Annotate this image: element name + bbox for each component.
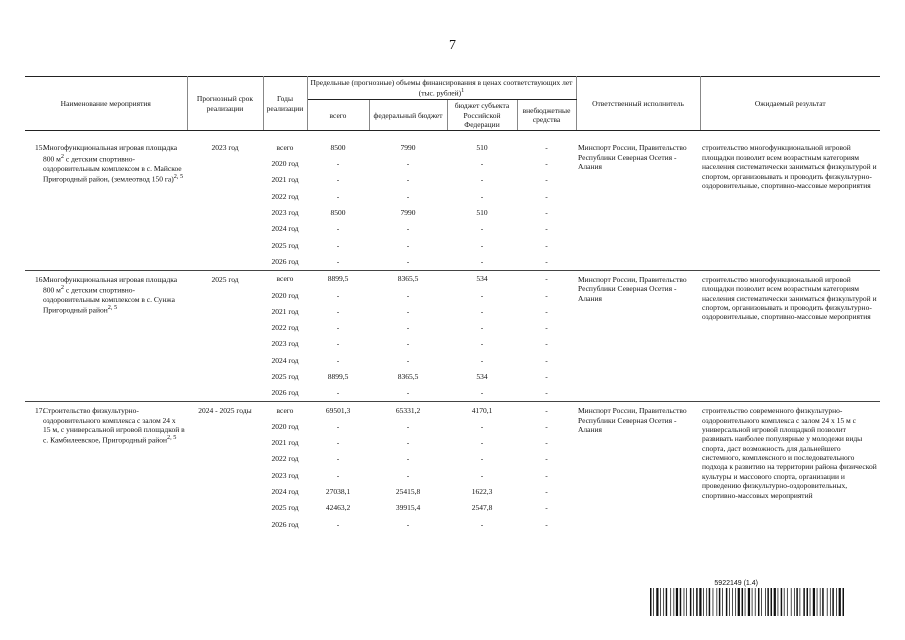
barcode-bar xyxy=(813,588,815,616)
federal-cell: 7990 xyxy=(400,208,416,218)
total-cell: - xyxy=(336,421,340,431)
total-cell: - xyxy=(336,438,340,448)
offbudget-cell: - xyxy=(545,438,548,448)
offbudget-cell: - xyxy=(545,306,548,316)
item-name: Строительство физкультурно-оздоровительного комплекса с залом 24 х 15 м, с универсальной игровой площадкой в с. Камбилеевское, Пригородный район$^{2, 5}$ xyxy=(43,406,185,445)
offbudget-cell: - xyxy=(545,240,548,250)
barcode-bar xyxy=(656,588,658,616)
year-cell: 2022 год xyxy=(271,191,299,201)
barcode-bar xyxy=(843,588,844,616)
barcode-bar xyxy=(650,588,651,616)
barcode-bar xyxy=(794,588,795,616)
offbudget-cell: - xyxy=(545,224,548,234)
federal-cell: 8365,5 xyxy=(397,371,419,381)
item-executor: Минспорт России, Правительство Республики Северная Осетия - Алания xyxy=(578,143,687,172)
regional-cell: - xyxy=(480,519,484,529)
header-federal: федеральный бюджет xyxy=(369,100,447,131)
year-cell: всего xyxy=(276,405,294,415)
barcode-bar xyxy=(670,588,671,616)
total-cell: 42463,2 xyxy=(325,503,351,513)
total-cell: - xyxy=(336,159,340,169)
item-term: 2025 год xyxy=(211,274,239,284)
year-cell: 2022 год xyxy=(271,454,299,464)
regional-cell: - xyxy=(480,306,484,316)
federal-cell: - xyxy=(406,240,410,250)
total-cell: 27038,1 xyxy=(325,487,351,497)
barcode-bar xyxy=(732,588,733,616)
item-result: строительство многофункциональной игровой площадки позволит всем возрастным категориям населения систематически заниматься физкультурой и спортом, организовывать и проводить физкультурно-оздоровительные, спортивно-массовые мероприятия xyxy=(702,274,877,322)
year-cell: 2022 год xyxy=(271,323,299,333)
regional-cell: - xyxy=(480,339,484,349)
item-number: 16. xyxy=(35,274,45,284)
barcode-bar xyxy=(666,588,667,616)
item-result: строительство многофункциональной игровой площадки позволит всем возрастным категориям населения систематически заниматься физкультурой и спортом, организовывать и проводить физкультурно-оздоровительные, спортивно-массовые мероприятия xyxy=(702,143,877,190)
total-cell: 8899,5 xyxy=(327,274,349,284)
regional-cell: - xyxy=(480,256,484,266)
total-cell: - xyxy=(336,191,340,201)
barcode-bar xyxy=(817,588,818,616)
regional-cell: - xyxy=(480,355,484,365)
barcode-bar xyxy=(836,588,837,616)
header-name: Наименование мероприятия xyxy=(25,77,187,131)
barcode-bar xyxy=(767,588,768,616)
year-cell: 2025 год xyxy=(271,371,299,381)
barcode-bar xyxy=(765,588,766,616)
offbudget-cell: - xyxy=(545,142,548,152)
year-cell: 2021 год xyxy=(271,438,299,448)
federal-cell: 8365,5 xyxy=(397,274,419,284)
year-cell: 2020 год xyxy=(271,421,299,431)
offbudget-cell: - xyxy=(545,405,548,415)
year-cell: всего xyxy=(276,142,294,152)
barcode-bar xyxy=(726,588,727,616)
barcode-bar xyxy=(653,588,654,616)
barcode-bar xyxy=(832,588,833,616)
total-cell: - xyxy=(336,519,340,529)
item-separator xyxy=(25,131,880,140)
item-term: 2023 год xyxy=(211,143,239,153)
barcode-bar xyxy=(796,588,797,616)
barcode-bar xyxy=(713,588,714,616)
federal-cell: - xyxy=(406,323,410,333)
header-offbudget: внебюджетные средства xyxy=(517,100,576,131)
barcode-bar xyxy=(729,588,730,616)
barcode-bar xyxy=(742,588,743,616)
offbudget-cell: - xyxy=(545,503,548,513)
barcode-image xyxy=(650,588,880,616)
table-row xyxy=(25,271,880,287)
total-cell: 8899,5 xyxy=(327,371,349,381)
header-total: всего xyxy=(307,100,369,131)
barcode-bar xyxy=(755,588,756,616)
federal-cell: - xyxy=(406,388,410,398)
year-cell: 2024 год xyxy=(271,487,299,497)
total-cell: - xyxy=(336,240,340,250)
offbudget-cell: - xyxy=(545,487,548,497)
barcode-bar xyxy=(839,588,841,616)
total-cell: - xyxy=(336,388,340,398)
regional-cell: 534 xyxy=(476,371,488,381)
year-cell: 2026 год xyxy=(271,256,299,266)
total-cell: - xyxy=(336,355,340,365)
offbudget-cell: - xyxy=(545,371,548,381)
federal-cell: - xyxy=(406,290,410,300)
total-cell: 69501,3 xyxy=(325,405,351,415)
barcode-bar xyxy=(800,588,801,616)
barcode-bar xyxy=(778,588,779,616)
barcode-block xyxy=(650,580,880,616)
barcode-bar xyxy=(703,588,704,616)
item-number: 17. xyxy=(35,406,45,416)
year-cell: 2020 год xyxy=(271,159,299,169)
barcode-code: 5922149 (1.4) xyxy=(714,580,758,587)
regional-cell: 4170,1 xyxy=(471,405,493,415)
federal-cell: - xyxy=(406,191,410,201)
barcode-bar xyxy=(748,588,750,616)
federal-cell: - xyxy=(406,355,410,365)
barcode-bar xyxy=(752,588,753,616)
regional-cell: - xyxy=(480,224,484,234)
regional-cell: - xyxy=(480,191,484,201)
federal-cell: 7990 xyxy=(400,142,416,152)
barcode-bar xyxy=(758,588,759,616)
regional-cell: - xyxy=(480,454,484,464)
regional-cell: - xyxy=(480,470,484,480)
total-cell: - xyxy=(336,339,340,349)
barcode-bar xyxy=(830,588,831,616)
federal-cell: - xyxy=(406,306,410,316)
federal-cell: - xyxy=(406,421,410,431)
regional-cell: - xyxy=(480,421,484,431)
header-regional: бюджет субъекта Российской Федерации xyxy=(447,100,517,131)
barcode-bar xyxy=(676,588,678,616)
header-result: Ожидаемый результат xyxy=(700,77,880,131)
barcode-bar xyxy=(761,588,762,616)
federal-cell: - xyxy=(406,256,410,266)
offbudget-cell: - xyxy=(545,290,548,300)
year-cell: 2023 год xyxy=(271,208,299,218)
federal-cell: - xyxy=(406,159,410,169)
regional-cell: 2547,8 xyxy=(471,503,493,513)
regional-cell: - xyxy=(480,290,484,300)
offbudget-cell: - xyxy=(545,421,548,431)
barcode-bar xyxy=(784,588,785,616)
federal-cell: 65331,2 xyxy=(395,405,421,415)
item-name: Многофункциональная игровая площадка 800 $м^2$ с детским спортивно-оздоровительным комплексом в с. Сунжа Пригородный район$^{2, 5}$ xyxy=(43,274,178,315)
barcode-bar xyxy=(774,588,776,616)
year-cell: 2021 год xyxy=(271,175,299,185)
federal-cell: 39915,4 xyxy=(395,503,421,513)
barcode-bar xyxy=(686,588,687,616)
barcode-bar xyxy=(716,588,717,616)
regional-cell: 534 xyxy=(476,274,488,284)
offbudget-cell: - xyxy=(545,256,548,266)
total-cell: - xyxy=(336,323,340,333)
table-row xyxy=(25,402,880,418)
barcode-bar xyxy=(803,588,804,616)
federal-cell: - xyxy=(406,224,410,234)
barcode-bar xyxy=(699,588,701,616)
barcode-bar xyxy=(663,588,664,616)
barcode-bar xyxy=(791,588,792,616)
barcode-bar xyxy=(660,588,661,616)
header-term: Прогнозный срок реализации xyxy=(187,77,263,131)
total-cell: 8500 xyxy=(330,208,346,218)
federal-cell: 25415,8 xyxy=(395,487,421,497)
year-cell: 2020 год xyxy=(271,290,299,300)
regional-cell: - xyxy=(480,175,484,185)
year-cell: всего xyxy=(276,274,294,284)
total-cell: 8500 xyxy=(330,142,346,152)
federal-cell: - xyxy=(406,519,410,529)
total-cell: - xyxy=(336,175,340,185)
barcode-bar xyxy=(820,588,821,616)
offbudget-cell: - xyxy=(545,355,548,365)
federal-cell: - xyxy=(406,438,410,448)
barcode-bar xyxy=(827,588,828,616)
regional-cell: - xyxy=(480,388,484,398)
barcode-bar xyxy=(684,588,685,616)
barcode-bar xyxy=(680,588,681,616)
barcode-bar xyxy=(673,588,674,616)
federal-cell: - xyxy=(406,339,410,349)
header-years: Годы реализации xyxy=(263,77,307,131)
barcode-bar xyxy=(787,588,788,616)
header-executor: Ответственный исполнитель xyxy=(576,77,700,131)
regional-cell: - xyxy=(480,323,484,333)
offbudget-cell: - xyxy=(545,191,548,201)
year-cell: 2025 год xyxy=(271,240,299,250)
item-term: 2024 - 2025 годы xyxy=(198,406,252,416)
table-row xyxy=(25,139,880,155)
barcode-bar xyxy=(738,588,740,616)
offbudget-cell: - xyxy=(545,454,548,464)
offbudget-cell: - xyxy=(545,339,548,349)
barcode-bar xyxy=(722,588,723,616)
offbudget-cell: - xyxy=(545,323,548,333)
federal-cell: - xyxy=(406,175,410,185)
barcode-bar xyxy=(810,588,811,616)
barcode-bar xyxy=(696,588,697,616)
total-cell: - xyxy=(336,290,340,300)
regional-cell: 510 xyxy=(476,142,488,152)
regional-cell: - xyxy=(480,240,484,250)
item-name: Многофункциональная игровая площадка 800 $м^2$ с детским спортивно-оздоровительным комплексом в с. Майское Пригородный район, (землеотвод 150 га)$^{2, 5}$ xyxy=(43,143,184,184)
barcode-bar xyxy=(706,588,707,616)
offbudget-cell: - xyxy=(545,175,548,185)
federal-cell: - xyxy=(406,470,410,480)
barcode-bar xyxy=(771,588,772,616)
year-cell: 2024 год xyxy=(271,355,299,365)
offbudget-cell: - xyxy=(545,519,548,529)
barcode-bar xyxy=(745,588,746,616)
offbudget-cell: - xyxy=(545,274,548,284)
year-cell: 2026 год xyxy=(271,519,299,529)
regional-cell: - xyxy=(480,159,484,169)
regional-cell: 510 xyxy=(476,208,488,218)
total-cell: - xyxy=(336,454,340,464)
total-cell: - xyxy=(336,306,340,316)
total-cell: - xyxy=(336,470,340,480)
year-cell: 2021 год xyxy=(271,306,299,316)
barcode-bar xyxy=(822,588,823,616)
regional-cell: 1622,3 xyxy=(471,487,493,497)
header-funding-text: Предельные (прогнозные) объемы финансирования в ценах соответствующих лет (тыс. рублей) xyxy=(310,78,573,98)
financing-table xyxy=(25,76,880,533)
barcode-bar xyxy=(807,588,808,616)
year-cell: 2023 год xyxy=(271,339,299,349)
offbudget-cell: - xyxy=(545,388,548,398)
year-cell: 2023 год xyxy=(271,470,299,480)
year-cell: 2026 год xyxy=(271,388,299,398)
item-executor: Минспорт России, Правительство Республики Северная Осетия - Алания xyxy=(578,406,687,434)
barcode-bar xyxy=(781,588,782,616)
offbudget-cell: - xyxy=(545,470,548,480)
total-cell: - xyxy=(336,256,340,266)
item-number: 15. xyxy=(35,143,45,153)
barcode-bar xyxy=(735,588,736,616)
page-number: 7 xyxy=(449,38,456,53)
barcode-bar xyxy=(719,588,720,616)
total-cell: - xyxy=(336,224,340,234)
year-cell: 2024 год xyxy=(271,224,299,234)
header-funding-footnote: 1 xyxy=(461,87,465,95)
header-funding xyxy=(307,77,576,100)
regional-cell: - xyxy=(480,438,484,448)
item-result: строительство современного физкультурно-оздоровительного комплекса с залом 24 х 15 м с универсальной игровой площадкой позволит развивать наиболее популярные у молодежи виды спорта, даст возможность для дальнейшего системного, комплексного и последовательного подхода к развитию на территории района физической культуры и массового спорта, организации и проведению физкультурно-оздоровительных, спортивно-массовых мероприятий xyxy=(702,406,877,500)
barcode-bar xyxy=(709,588,710,616)
barcode-bar xyxy=(690,588,691,616)
federal-cell: - xyxy=(406,454,410,464)
item-executor: Минспорт России, Правительство Республики Северная Осетия - Алания xyxy=(578,274,687,303)
table-body xyxy=(25,131,880,533)
offbudget-cell: - xyxy=(545,208,548,218)
offbudget-cell: - xyxy=(545,159,548,169)
barcode-bar xyxy=(693,588,694,616)
year-cell: 2025 год xyxy=(271,503,299,513)
